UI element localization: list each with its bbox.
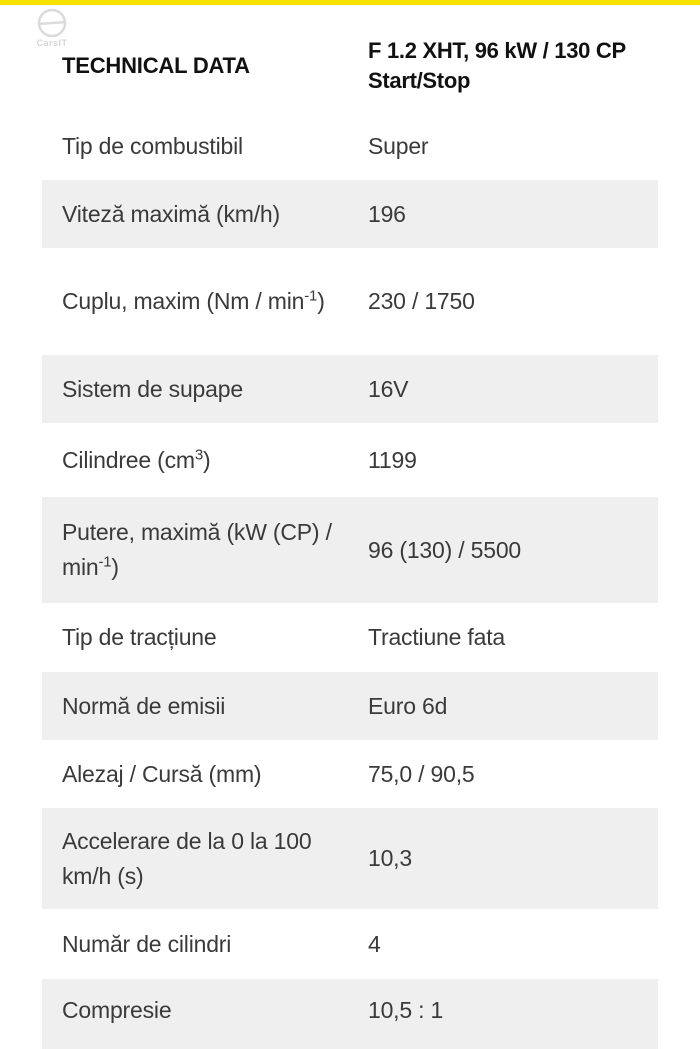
- table-row: [42, 423, 658, 497]
- row-value: 10,5 : 1: [368, 997, 444, 1023]
- row-label: [42, 443, 349, 478]
- technical-data-table: [42, 20, 658, 1049]
- row-label-suffix: ): [111, 554, 119, 580]
- row-label-text: Cilindree (cm: [62, 446, 195, 473]
- row-label-superscript: 3: [194, 445, 204, 463]
- table-header-value: F 1.2 XHT, 96 kW / 130 CP Start/Stop: [368, 38, 626, 93]
- table-row: [42, 740, 658, 808]
- row-value: 16V: [368, 375, 409, 402]
- table-row: [42, 808, 658, 909]
- table-row: [42, 497, 658, 603]
- table-header-label: TECHNICAL DATA: [62, 53, 250, 78]
- row-label-suffix: ): [203, 446, 211, 473]
- row-label: [42, 284, 349, 319]
- row-value: 4: [368, 930, 381, 957]
- row-value: 1199: [368, 446, 417, 473]
- row-value: Euro 6d: [368, 692, 448, 719]
- row-value: 96 (130) / 5500: [368, 536, 522, 563]
- row-label: Alezaj / Cursă (mm): [62, 760, 262, 787]
- row-label: Compresie: [62, 997, 172, 1023]
- watermark-text: CarsIT: [36, 38, 68, 48]
- row-label-superscript: -1: [304, 287, 318, 305]
- row-label: Tip de combustibil: [62, 132, 243, 159]
- table-row: [42, 603, 658, 672]
- row-value: 10,3: [368, 845, 412, 871]
- row-value: Tractiune fata: [368, 624, 505, 650]
- table-row: [42, 248, 658, 355]
- table-row: [42, 112, 658, 180]
- row-label: Tip de tracțiune: [62, 624, 217, 650]
- row-label: [42, 515, 349, 585]
- row-label-superscript: -1: [98, 553, 112, 571]
- row-label-text: Putere, maximă (kW (CP) / min: [62, 519, 332, 580]
- table-row: [42, 909, 658, 979]
- row-label: Număr de cilindri: [62, 930, 232, 957]
- table-row: [42, 180, 658, 248]
- table-row: [42, 979, 658, 1049]
- row-label-text: Cuplu, maxim (Nm / min: [62, 288, 305, 314]
- row-label: Accelerare de la 0 la 100 km/h (s): [62, 827, 312, 889]
- accent-bar: [0, 0, 700, 5]
- row-label: Normă de emisii: [62, 692, 226, 719]
- table-row: [42, 672, 658, 740]
- row-label: Viteză maximă (km/h): [62, 200, 280, 227]
- table-row: [42, 355, 658, 423]
- table-header: [42, 20, 658, 112]
- row-value: 75,0 / 90,5: [368, 760, 475, 787]
- row-label: Sistem de supape: [62, 375, 243, 402]
- row-label-suffix: ): [317, 288, 325, 314]
- row-value: 230 / 1750: [368, 288, 475, 314]
- row-value: Super: [368, 132, 429, 159]
- row-value: 196: [368, 200, 406, 227]
